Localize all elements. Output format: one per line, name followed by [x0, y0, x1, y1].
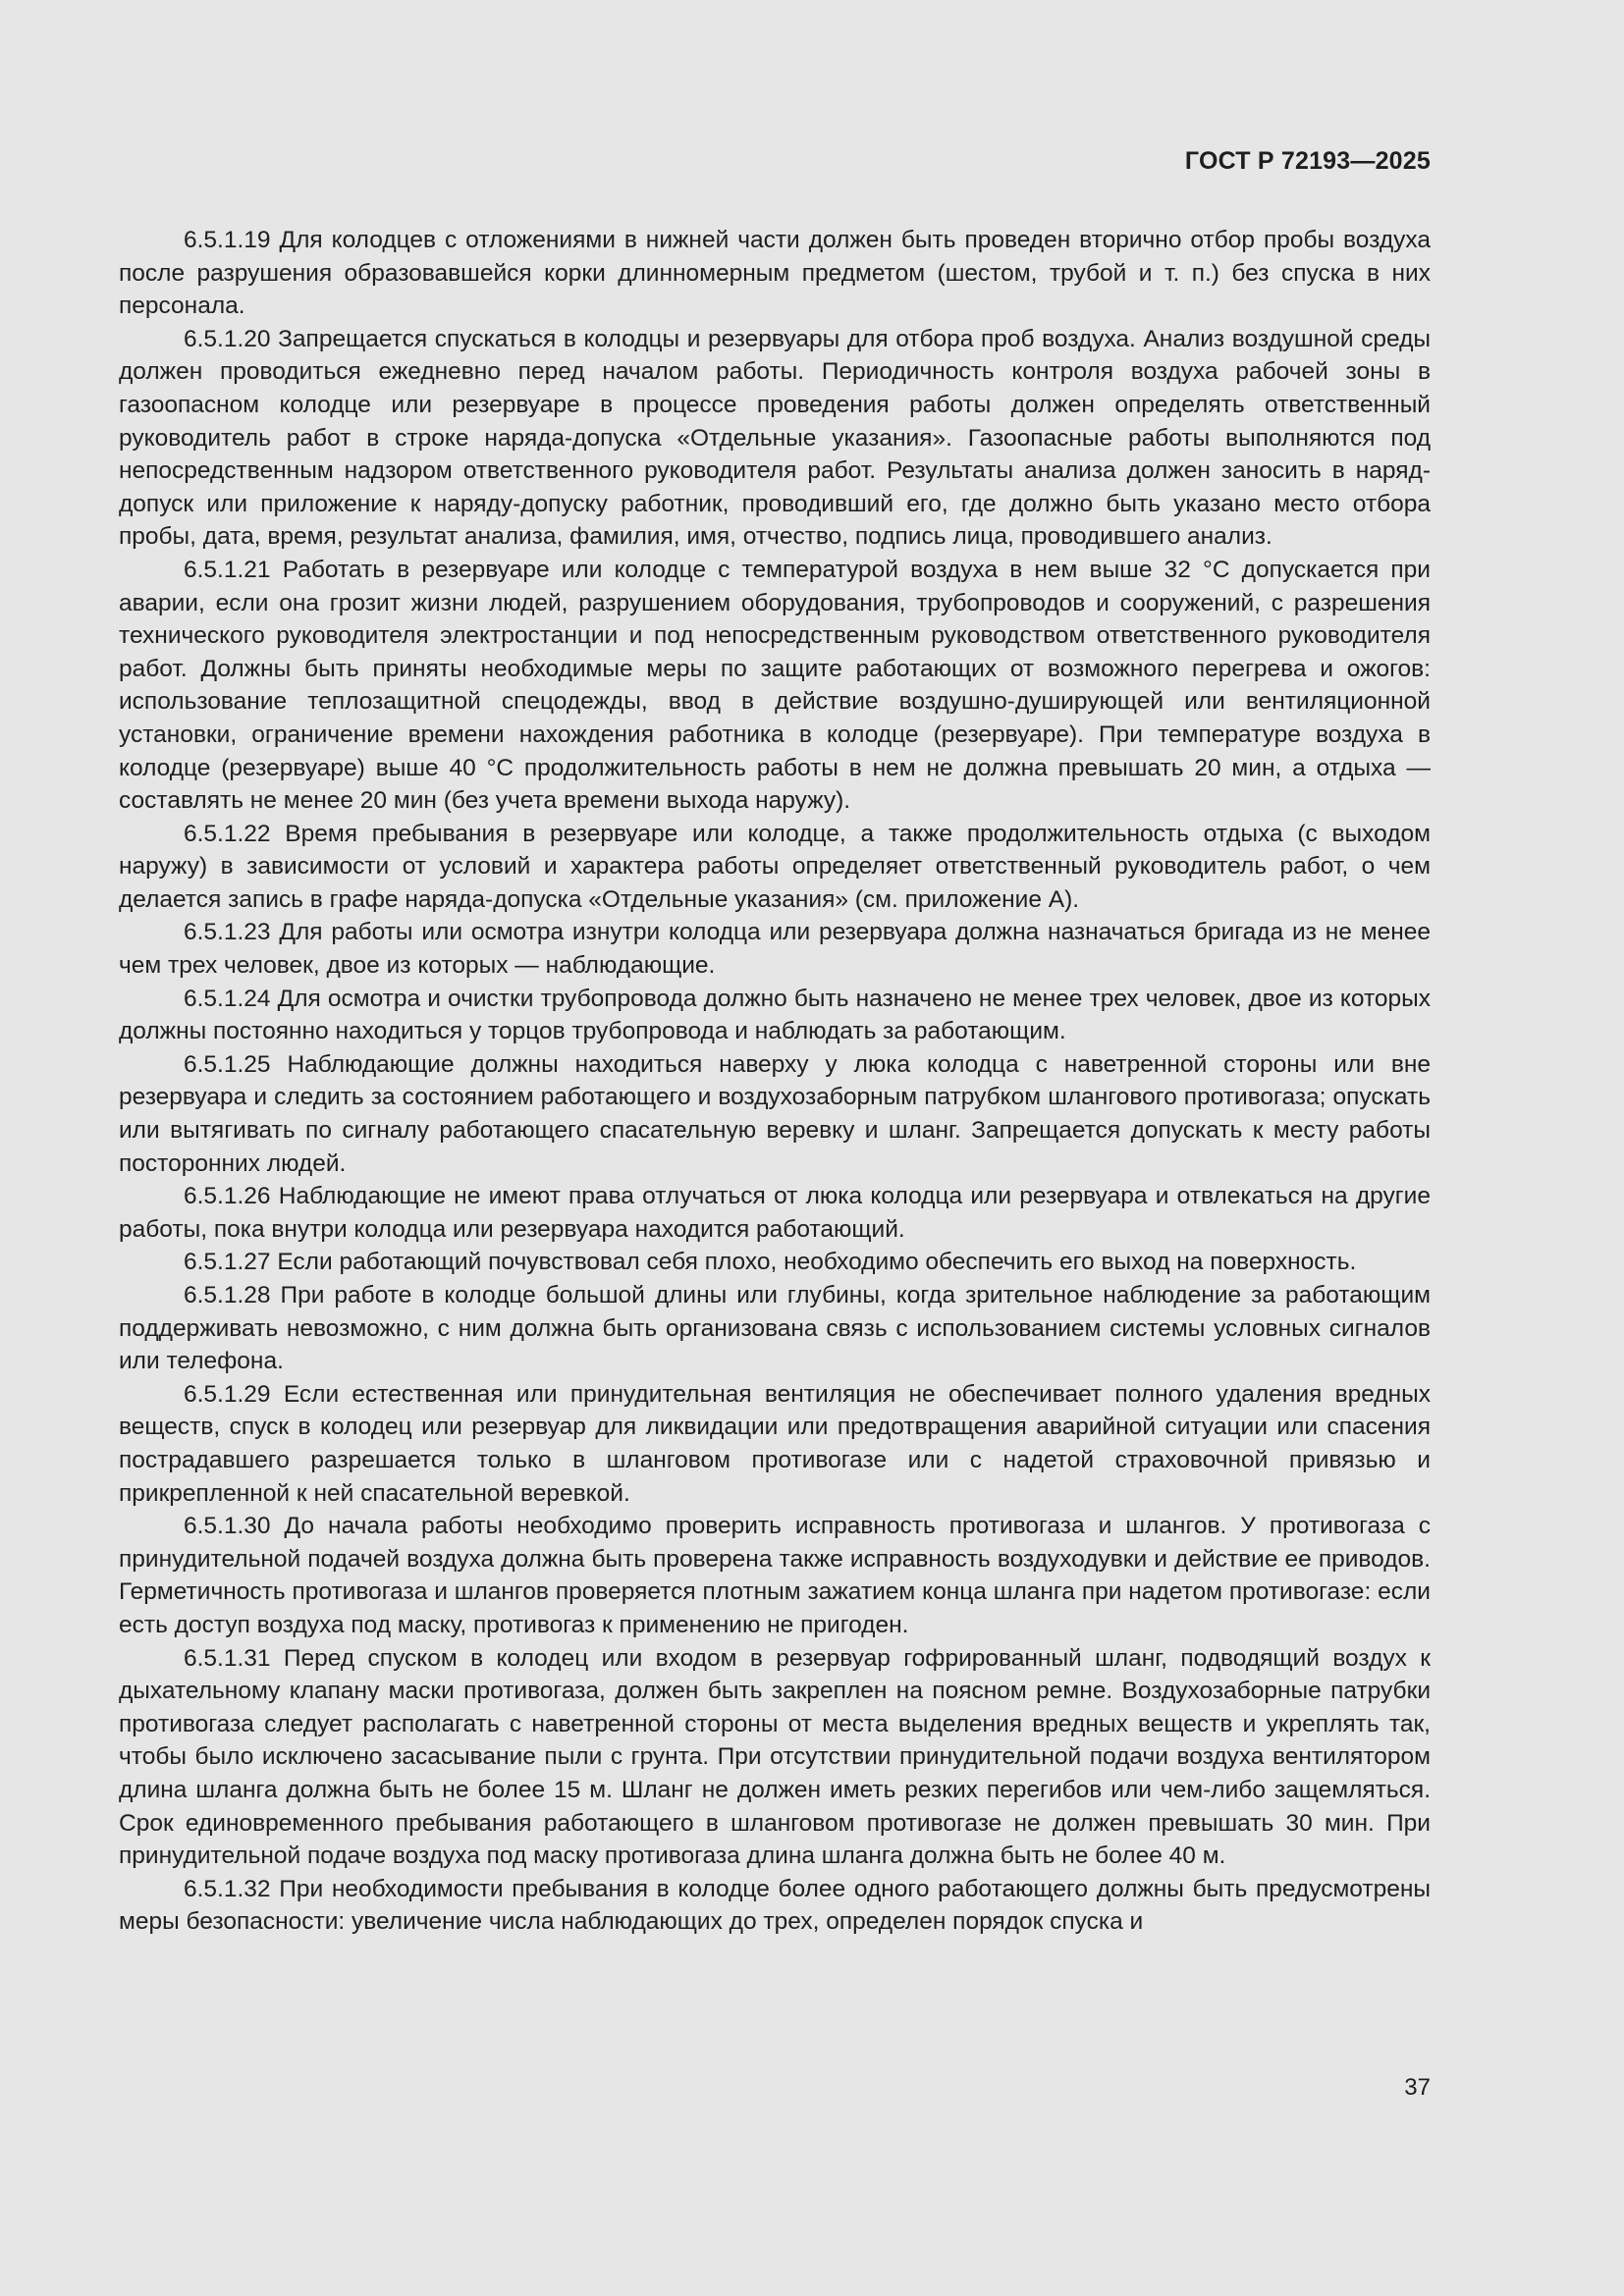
paragraph-6-5-1-27: 6.5.1.27 Если работающий почувствовал себя плохо, необходимо обеспечить его выход на поверхность. [184, 1249, 1357, 1276]
document-code-header: ГОСТ Р 72193—2025 [1184, 147, 1431, 175]
paragraph-6-5-1-20: 6.5.1.20 Запрещается спускаться в колодцы и резервуары для отбора проб воздуха. Анализ воздушной среды должен проводиться ежедневно перед началом работы. Периодичность контроля воздуха рабочей зоны в газоопасном колодце или резервуаре в процессе проведения работы должен определять ответственный руководитель работ в строке наряда-допуска «Отдельные указания». Газоопасные работы выполняются под непосредственным надзором ответственного руководителя работ. Результаты анализа должен заносить в наряд-допуск или приложение к наряду-допуску работник, проводивший его, где должно быть указано место отбора пробы, дата, время, результат анализа, фамилия, имя, отчество, подпись лица, проводившего анализ. [119, 325, 1431, 551]
paragraph-6-5-1-30: 6.5.1.30 До начала работы необходимо проверить исправность противогаза и шлангов. У противогаза с принудительной подачей воздуха должна быть проверена также исправность воздуходувки и действие ее приводов. Герметичность противогаза и шлангов проверяется плотным зажатием конца шланга при надетом противогазе: если есть доступ воздуха под маску, противогаз к применению не пригоден. [119, 1513, 1431, 1638]
page-number: 37 [1404, 2074, 1431, 2101]
paragraph-6-5-1-22: 6.5.1.22 Время пребывания в резервуаре или колодце, а также продолжительность отдыха (с выходом наружу) в зависимости от условий и характера работы определяет ответственный руководитель работ, о чем делается запись в графе наряда-допуска «Отдельные указания» (см. приложение А). [119, 820, 1431, 913]
paragraph-6-5-1-24: 6.5.1.24 Для осмотра и очистки трубопровода должно быть назначено не менее трех человек, двое из которых должны постоянно находиться у торцов трубопровода и наблюдать за работающим. [119, 985, 1431, 1045]
paragraph-6-5-1-19: 6.5.1.19 Для колодцев с отложениями в нижней части должен быть проведен вторично отбор пробы воздуха после разрушения образовавшейся корки длинномерным предметом (шестом, трубой и т. п.) без спуска в них персонала. [119, 227, 1431, 320]
paragraph-6-5-1-23: 6.5.1.23 Для работы или осмотра изнутри колодца или резервуара должна назначаться бригада из не менее чем трех человек, двое из которых — наблюдающие. [119, 919, 1431, 980]
page-body [119, 224, 1431, 1939]
paragraph-6-5-1-25: 6.5.1.25 Наблюдающие должны находиться наверху у люка колодца с наветренной стороны или вне резервуара и следить за состоянием работающего и воздухозаборным патрубком шлангового противогаза; опускать или вытягивать по сигналу работающего спасательную веревку и шланг. Запрещается допускать к месту работы посторонних людей. [119, 1050, 1431, 1177]
paragraph-6-5-1-31: 6.5.1.31 Перед спуском в колодец или входом в резервуар гофрированный шланг, подводящий воздух к дыхательному клапану маски противогаза, должен быть закреплен на поясном ремне. Воздухозаборные патрубки противогаза следует располагать с наветренной стороны от места выделения вредных веществ и укреплять так, чтобы было исключено засасывание пыли с грунта. При отсутствии принудительной подачи воздуха вентилятором длина шланга должна быть не более 15 м. Шланг не должен иметь резких перегибов или чем-либо защемляться. Срок единовременного пребывания работающего в шланговом противогазе не должен превышать 30 мин. При принудительной подаче воздуха под маску противогаза длина шланга должна быть не более 40 м. [119, 1644, 1431, 1870]
paragraph-6-5-1-26: 6.5.1.26 Наблюдающие не имеют права отлучаться от люка колодца или резервуара и отвлекаться на другие работы, пока внутри колодца или резервуара находится работающий. [119, 1183, 1431, 1243]
paragraph-6-5-1-28: 6.5.1.28 При работе в колодце большой длины или глубины, когда зрительное наблюдение за работающим поддерживать невозможно, с ним должна быть организована связь с использованием системы условных сигналов или телефона. [119, 1282, 1431, 1375]
paragraph-6-5-1-29: 6.5.1.29 Если естественная или принудительная вентиляция не обеспечивает полного удаления вредных веществ, спуск в колодец или резервуар для ликвидации или предотвращения аварийной ситуации или спасения пострадавшего разрешается только в шланговом противогазе или с надетой страховочной привязью и прикрепленной к ней спасательной веревкой. [119, 1380, 1431, 1507]
paragraph-6-5-1-32: 6.5.1.32 При необходимости пребывания в колодце более одного работающего должны быть предусмотрены меры безопасности: увеличение числа наблюдающих до трех, определен порядок спуска и [119, 1875, 1431, 1936]
paragraph-6-5-1-21: 6.5.1.21 Работать в резервуаре или колодце с температурой воздуха в нем выше 32 °C допускается при аварии, если она грозит жизни людей, разрушением оборудования, трубопроводов и сооружений, с разрешения технического руководителя электростанции и под непосредственным руководством ответственного руководителя работ. Должны быть приняты необходимые меры по защите работающих от возможного перегрева и ожогов: использование теплозащитной спецодежды, ввод в действие воздушно-душирующей или вентиляционной установки, ограничение времени нахождения работника в колодце (резервуаре). При температуре воздуха в колодце (резервуаре) выше 40 °C продолжительность работы в нем не должна превышать 20 мин, а отдыха — составлять не менее 20 мин (без учета времени выхода наружу). [119, 556, 1431, 815]
